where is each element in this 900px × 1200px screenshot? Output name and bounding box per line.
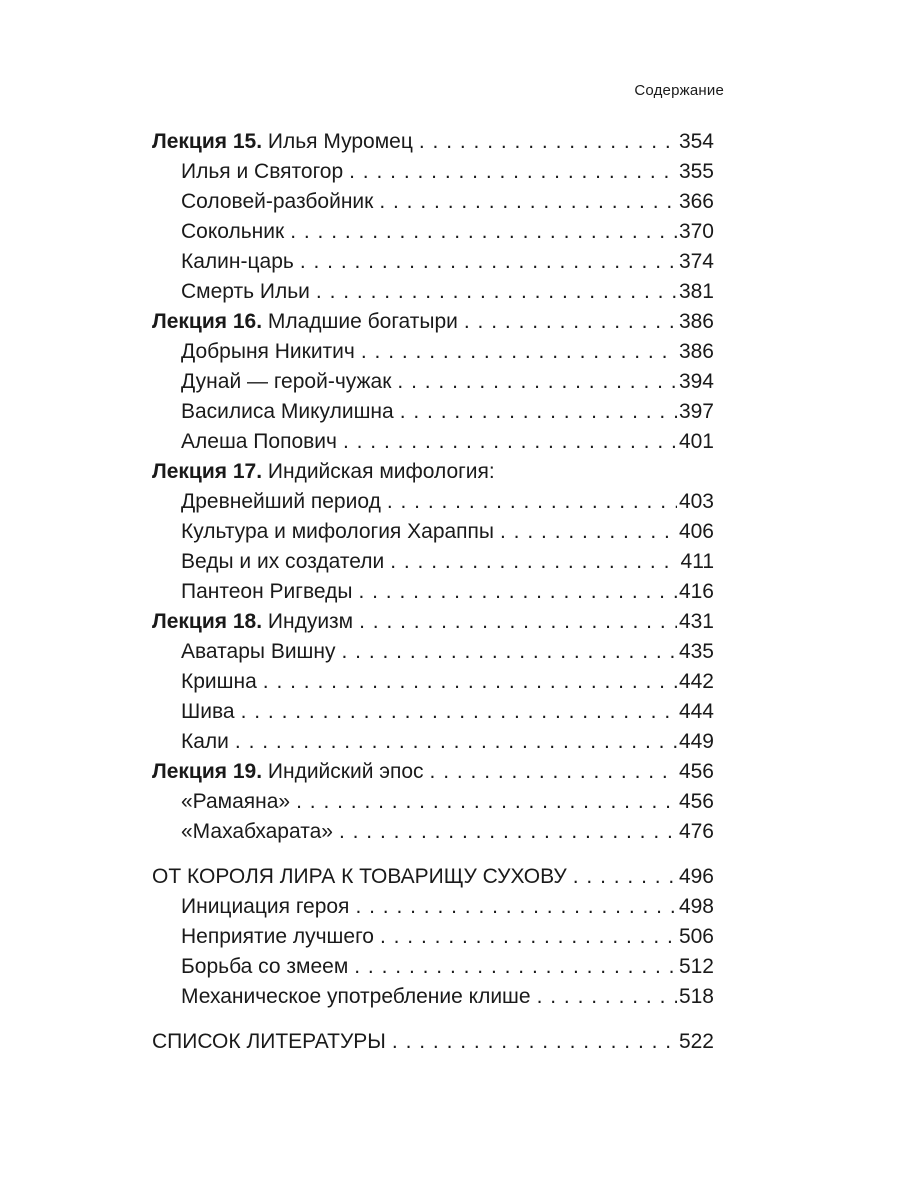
entry-text: Василиса Микулишна [181, 400, 394, 423]
toc-subentry[interactable] [152, 427, 714, 457]
page-number: 401 [678, 430, 714, 453]
entry-text: Неприятие лучшего [181, 925, 374, 948]
dot-leader [419, 127, 677, 157]
page-number: 442 [678, 670, 714, 693]
dot-leader [300, 247, 677, 277]
toc-subentry[interactable] [152, 787, 714, 817]
toc-entry-title [181, 787, 290, 817]
toc-entry-title [181, 277, 310, 307]
toc-section[interactable] [152, 1027, 714, 1057]
toc-entry-title [181, 217, 284, 247]
dot-leader [537, 982, 677, 1012]
dot-leader [241, 697, 677, 727]
page-number: 431 [678, 610, 714, 633]
dot-leader [392, 1027, 677, 1057]
page-number: 374 [678, 250, 714, 273]
dot-leader [358, 577, 677, 607]
section-gap [152, 847, 714, 862]
dot-leader [390, 547, 678, 577]
toc-subentry[interactable] [152, 547, 714, 577]
toc-subentry[interactable] [152, 637, 714, 667]
toc-entry-title [181, 187, 373, 217]
toc-entry-title [181, 637, 336, 667]
toc-subentry[interactable] [152, 922, 714, 952]
toc-subentry[interactable] [152, 247, 714, 277]
toc-entry-title [181, 577, 352, 607]
toc-entry-title [181, 727, 229, 757]
toc-lecture[interactable] [152, 307, 714, 337]
entry-text: «Рамаяна» [181, 790, 291, 813]
toc-entry-title [181, 952, 348, 982]
lecture-number: Лекция 19. [152, 760, 263, 783]
lecture-number: Лекция 16. [152, 310, 263, 333]
page-number: 512 [678, 955, 714, 978]
entry-text: Аватары Вишну [181, 640, 336, 663]
toc-subentry[interactable] [152, 517, 714, 547]
entry-text: Веды и их создатели [181, 550, 385, 573]
page-number: 397 [678, 400, 714, 423]
toc-lecture[interactable] [152, 127, 714, 157]
page-number: 506 [678, 925, 714, 948]
toc-subentry[interactable] [152, 952, 714, 982]
dot-leader [342, 637, 677, 667]
toc-entry-title [181, 367, 391, 397]
toc-entry-title [181, 547, 384, 577]
dot-leader [379, 187, 677, 217]
page-number: 355 [678, 160, 714, 183]
dot-leader [397, 367, 677, 397]
entry-text: Илья и Святогор [181, 160, 344, 183]
page-number: 354 [678, 130, 714, 153]
entry-text: Сокольник [181, 220, 285, 243]
toc-subentry[interactable] [152, 892, 714, 922]
toc-subentry[interactable] [152, 337, 714, 367]
toc-entry-title [152, 1027, 386, 1057]
entry-text: Кали [181, 730, 229, 753]
dot-leader [380, 922, 677, 952]
table-of-contents [152, 127, 714, 1057]
dot-leader [430, 757, 677, 787]
page-number: 498 [678, 895, 714, 918]
entry-text: Соловей-разбойник [181, 190, 374, 213]
page-number: 411 [680, 550, 714, 573]
toc-subentry[interactable] [152, 397, 714, 427]
entry-text: Индийская мифология: [267, 460, 495, 483]
entry-text: Дунай — герой-чужак [181, 370, 392, 393]
entry-text: Культура и мифология Хараппы [181, 520, 495, 543]
toc-entry-title [181, 517, 494, 547]
dot-leader [343, 427, 677, 457]
dot-leader [359, 607, 677, 637]
page-number: 476 [678, 820, 714, 843]
running-head: Содержание [634, 82, 724, 99]
section-gap [152, 1012, 714, 1027]
toc-subentry[interactable] [152, 157, 714, 187]
entry-text: Калин-царь [181, 250, 294, 273]
toc-lecture[interactable] [152, 457, 714, 487]
toc-entry-title [181, 337, 355, 367]
dot-leader [573, 862, 677, 892]
lecture-number: Лекция 15. [152, 130, 263, 153]
dot-leader [235, 727, 677, 757]
toc-subentry[interactable] [152, 817, 714, 847]
entry-text: Смерть Ильи [181, 280, 310, 303]
toc-entry-title [181, 982, 531, 1012]
dot-leader [349, 157, 677, 187]
dot-leader [339, 817, 677, 847]
entry-text: Алеша Попович [181, 430, 337, 453]
page-number: 435 [678, 640, 714, 663]
toc-entry-title [152, 607, 353, 637]
entry-text: Кришна [181, 670, 257, 693]
toc-entry-title [152, 862, 567, 892]
toc-subentry[interactable] [152, 187, 714, 217]
page-number: 370 [678, 220, 714, 243]
page-number: 449 [678, 730, 714, 753]
entry-text: Древнейший период [181, 490, 381, 513]
toc-section[interactable] [152, 862, 714, 892]
entry-text: СПИСОК ЛИТЕРАТУРЫ [152, 1030, 386, 1053]
toc-entry-title [181, 157, 343, 187]
dot-leader [500, 517, 677, 547]
toc-subentry[interactable] [152, 487, 714, 517]
page-number: 456 [678, 790, 714, 813]
dot-leader [355, 892, 677, 922]
toc-subentry[interactable] [152, 277, 714, 307]
dot-leader [263, 667, 677, 697]
toc-entry-title [181, 397, 394, 427]
page-number: 522 [678, 1030, 714, 1053]
toc-entry-title [181, 817, 333, 847]
page-number: 394 [678, 370, 714, 393]
toc-subentry[interactable] [152, 727, 714, 757]
dot-leader [296, 787, 677, 817]
dot-leader [290, 217, 677, 247]
dot-leader [400, 397, 677, 427]
entry-text: Илья Муромец [267, 130, 413, 153]
dot-leader [354, 952, 677, 982]
page-number: 386 [678, 340, 714, 363]
entry-text: Пантеон Ригведы [181, 580, 353, 603]
toc-subentry[interactable] [152, 982, 714, 1012]
toc-entry-title [181, 427, 337, 457]
lecture-number: Лекция 18. [152, 610, 263, 633]
entry-text: Добрыня Никитич [181, 340, 355, 363]
toc-entry-title [181, 667, 257, 697]
toc-subentry[interactable] [152, 367, 714, 397]
toc-entry-title [181, 892, 349, 922]
toc-lecture[interactable] [152, 757, 714, 787]
entry-text: ОТ КОРОЛЯ ЛИРА К ТОВАРИЩУ СУХОВУ [152, 865, 567, 888]
entry-text: Инициация героя [181, 895, 350, 918]
toc-entry-title [181, 247, 294, 277]
dot-leader [316, 277, 677, 307]
toc-entry-title [152, 127, 413, 157]
toc-subentry[interactable] [152, 697, 714, 727]
toc-subentry[interactable] [152, 667, 714, 697]
page-number: 496 [678, 865, 714, 888]
toc-subentry[interactable] [152, 217, 714, 247]
entry-text: «Махабхарата» [181, 820, 333, 843]
dot-leader [464, 307, 677, 337]
entry-text: Шива [181, 700, 235, 723]
dot-leader [361, 337, 677, 367]
entry-text: Борьба со змеем [181, 955, 349, 978]
toc-entry-title [152, 457, 495, 487]
toc-entry-title [181, 697, 235, 727]
page-number: 416 [678, 580, 714, 603]
toc-subentry[interactable] [152, 577, 714, 607]
page-number: 444 [678, 700, 714, 723]
page-number: 366 [678, 190, 714, 213]
toc-lecture[interactable] [152, 607, 714, 637]
page-number: 456 [678, 760, 714, 783]
page-number: 386 [678, 310, 714, 333]
toc-entry-title [152, 307, 458, 337]
entry-text: Младшие богатыри [267, 310, 458, 333]
page-number: 381 [678, 280, 714, 303]
page-number: 403 [678, 490, 714, 513]
dot-leader [387, 487, 677, 517]
toc-entry-title [152, 757, 424, 787]
entry-text: Индуизм [267, 610, 354, 633]
lecture-number: Лекция 17. [152, 460, 263, 483]
page-number: 518 [678, 985, 714, 1008]
entry-text: Механическое употребление клише [181, 985, 531, 1008]
entry-text: Индийский эпос [267, 760, 424, 783]
page-number: 406 [678, 520, 714, 543]
toc-entry-title [181, 487, 381, 517]
toc-entry-title [181, 922, 374, 952]
